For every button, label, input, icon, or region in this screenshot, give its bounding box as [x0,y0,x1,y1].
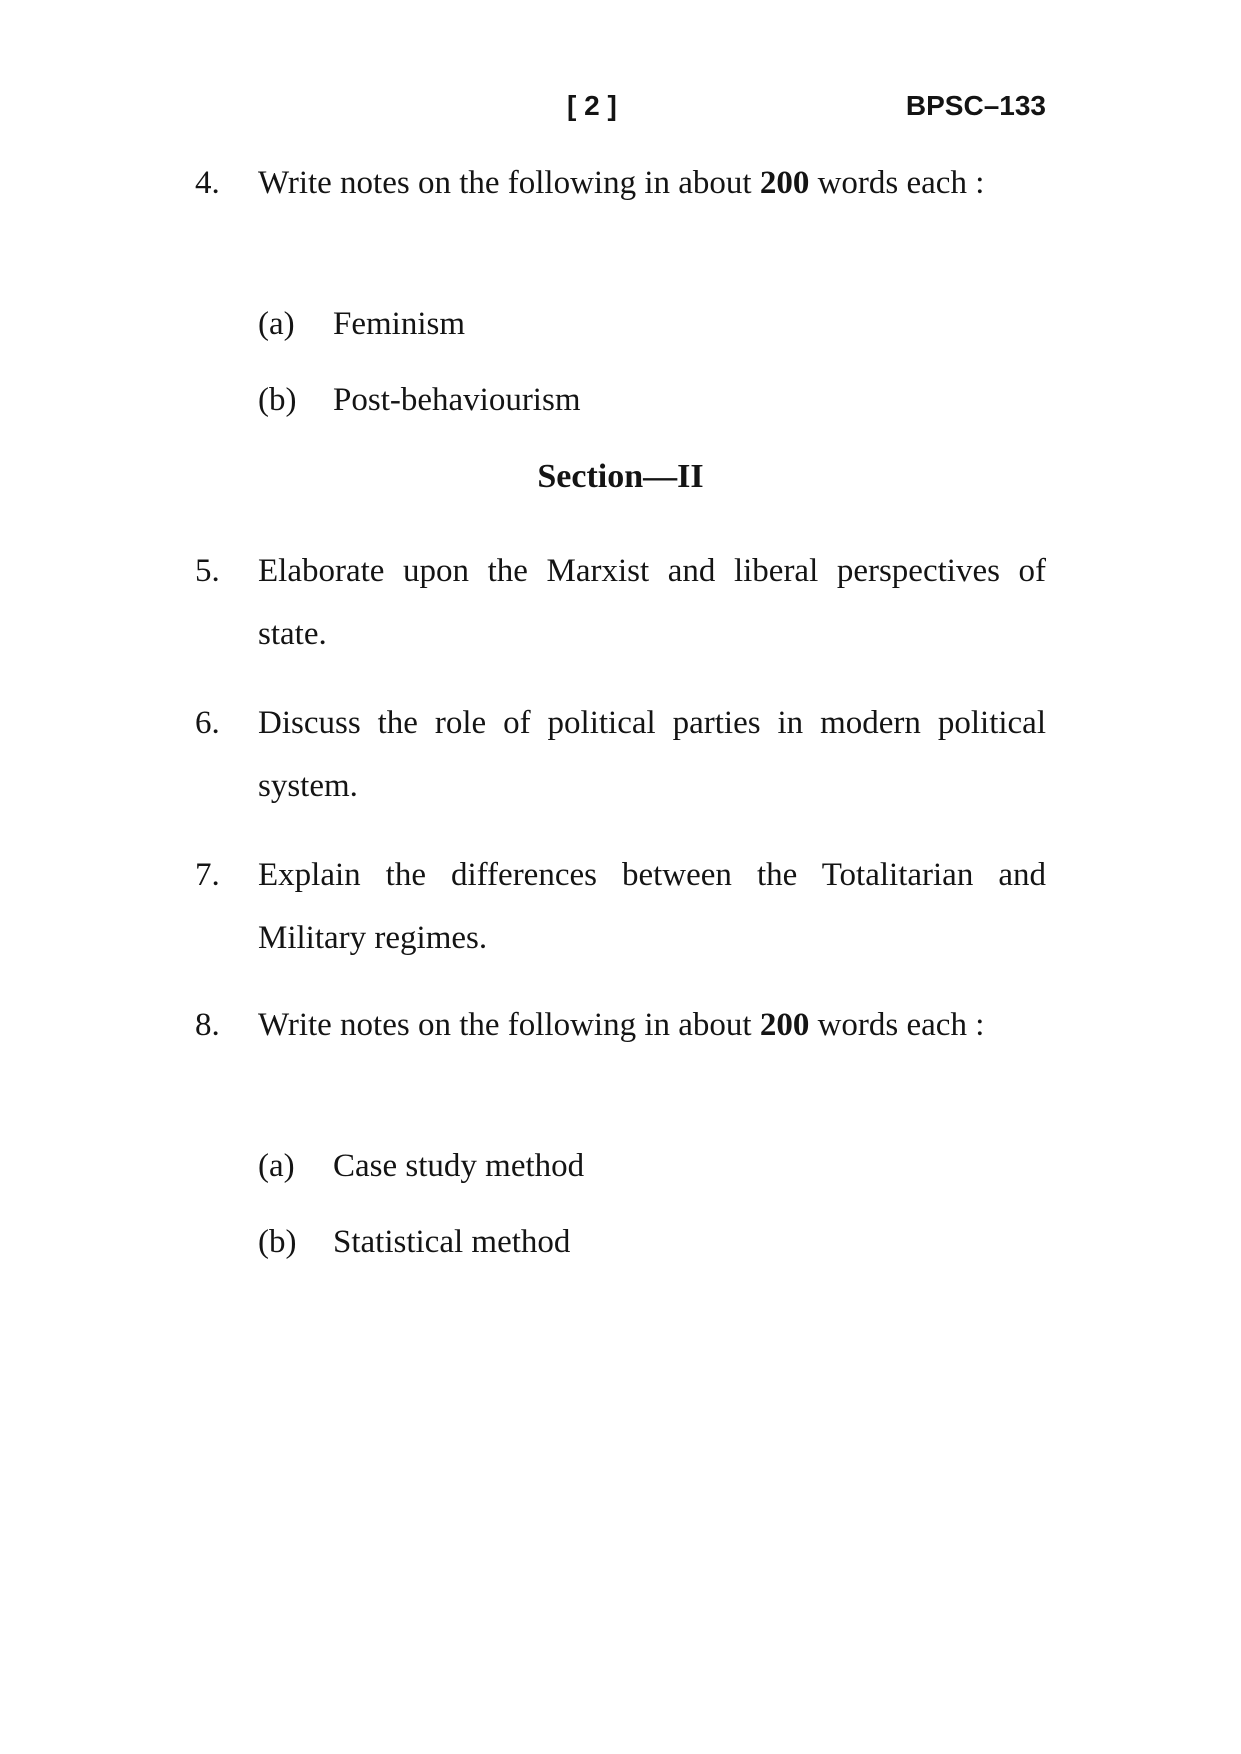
sub-question-text: Case study method [333,1148,585,1184]
section-heading: Section—II [537,458,704,495]
question-text: Discuss the role of political parties in modern political system. [258,705,1046,804]
question-5 [195,553,1046,666]
paper-code: BPSC–133 [905,90,1046,121]
question-number: 7. [195,857,220,893]
sub-question-label: (b) [258,382,297,418]
question-text: Write notes on the following in about 200 words each : [258,1007,985,1043]
question-number: 4. [195,165,220,201]
question-text: Write notes on the following in about 200 words each : [258,165,985,201]
question-number: 6. [195,705,220,741]
question-text: Explain the differences between the Totalitarian and Military regimes. [258,857,1046,956]
sub-question-label: (a) [258,1148,295,1184]
question-number: 8. [195,1007,220,1043]
sub-question-label: (a) [258,306,295,342]
sub-question-text: Statistical method [333,1224,571,1260]
question-8 [195,1007,1046,1057]
question-7 [195,857,1046,970]
sub-question-text: Feminism [333,306,466,342]
question-text: Elaborate upon the Marxist and liberal perspectives of state. [258,553,1046,652]
page-number: [ 2 ] [567,90,617,121]
sub-question-text: Post-behaviourism [333,382,581,418]
question-number: 5. [195,553,220,589]
sub-question-label: (b) [258,1224,297,1260]
word-count: 200 [759,165,810,201]
word-count: 200 [759,1007,810,1043]
question-4 [195,165,1046,215]
question-6 [195,705,1046,818]
